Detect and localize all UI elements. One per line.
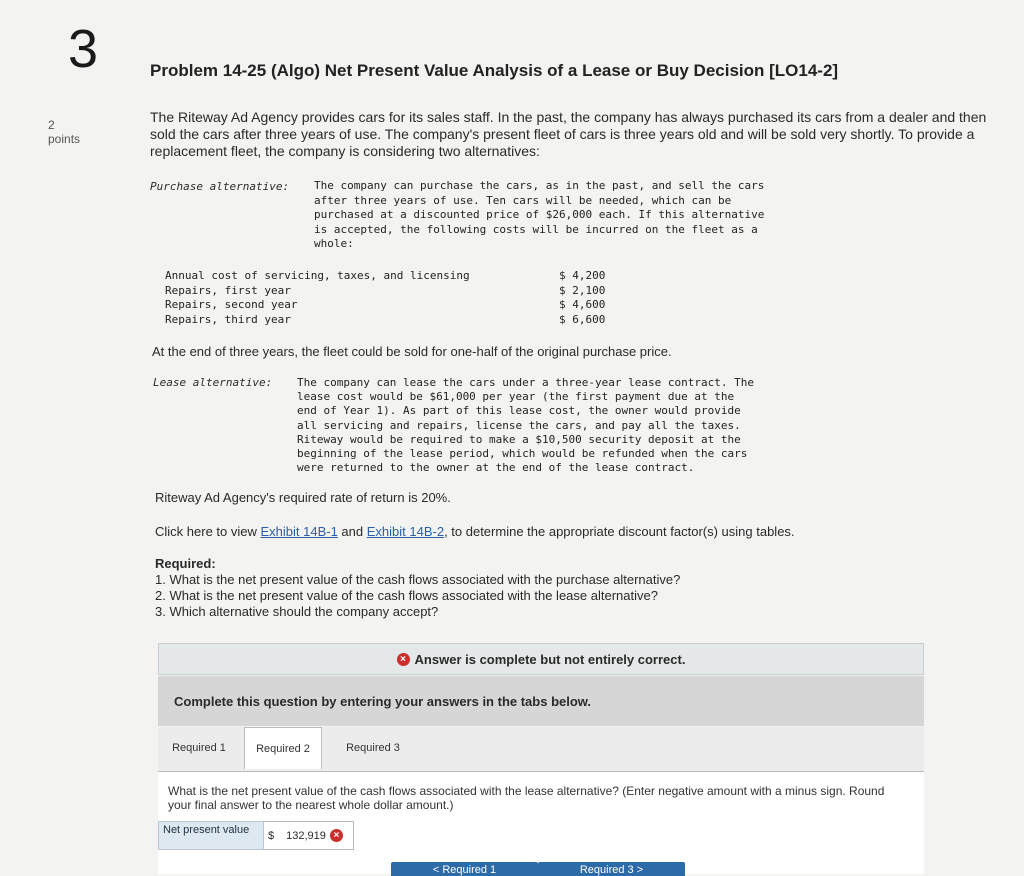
- currency-symbol: $: [268, 829, 275, 842]
- exhibit-text: [155, 524, 795, 540]
- tab-bar: [158, 727, 924, 771]
- npv-value: 132,919: [286, 829, 326, 842]
- resale-note: At the end of three years, the fleet could be sold for one-half of the original purchase price.: [152, 344, 672, 359]
- cost-value: $ 2,100: [559, 283, 606, 297]
- points-value: 2: [48, 118, 55, 132]
- incorrect-icon: ×: [397, 653, 410, 666]
- question-text: What is the net present value of the cash flows associated with the lease alternative? (Enter negative amount with a minus sign. Round your final answer to the nearest whole dollar amount.): [168, 784, 885, 812]
- tab-required-1[interactable]: Required 1: [172, 742, 226, 754]
- tab-required-3[interactable]: Required 3: [346, 742, 400, 754]
- answer-table: [158, 821, 354, 850]
- answer-status-text: Answer is complete but not entirely correct.: [414, 651, 686, 667]
- cost-value: $ 4,200: [559, 269, 606, 282]
- points-indicator: [48, 118, 80, 146]
- lease-alternative-text: The company can lease the cars under a three-year lease contract. The lease cost would be $61,000 per year (the first payment due at the end of Year 1). As part of this lease cost, the owner would provide all servicing and repairs, license the cars, and pay all the taxes. Riteway would be required to make a $10,500 security deposit at the beginning of the lease period, which would be refunded when the cars were returned to the owner at the end of the lease contract.: [297, 376, 754, 475]
- question-number: 3: [68, 19, 99, 79]
- required-item: 1. What is the net present value of the cash flows associated with the purchase alternative?: [155, 572, 681, 587]
- required-item: 3. Which alternative should the company accept?: [155, 604, 439, 619]
- cost-label: Repairs, third year: [165, 312, 291, 326]
- points-label: points: [48, 132, 81, 146]
- next-required-button[interactable]: Required 3 >: [538, 862, 685, 876]
- exhibit-suffix: , to determine the appropriate discount factor(s) using tables.: [444, 524, 795, 539]
- tab-panel: [158, 771, 924, 874]
- exhibit-14b-2-link[interactable]: Exhibit 14B-2: [366, 524, 445, 539]
- prev-required-button[interactable]: < Required 1: [391, 862, 538, 876]
- required-heading: Required:: [155, 556, 216, 571]
- required-list: [155, 556, 680, 620]
- cost-label: Repairs, second year: [165, 298, 298, 311]
- cost-label: Repairs, first year: [165, 283, 291, 297]
- tab-required-2[interactable]: Required 2: [244, 727, 322, 769]
- required-rate-text: Riteway Ad Agency's required rate of return is 20%.: [155, 490, 451, 505]
- answer-status-bar: [158, 643, 924, 675]
- problem-intro: The Riteway Ad Agency provides cars for its sales staff. In the past, the company has always purchased its cars from a dealer and then sold the cars after three years of use. The company's present fleet of cars is three years old and will be sold very shortly. To provide a replacement fleet, the company is considering two alternatives:: [150, 109, 987, 159]
- purchase-alternative-label: Purchase alternative:: [150, 180, 290, 193]
- answer-label: Net present value: [158, 821, 264, 850]
- exhibit-prefix: Click here to view: [155, 524, 261, 539]
- cost-value: $ 6,600: [559, 312, 606, 326]
- exhibit-middle: and: [337, 524, 367, 539]
- cost-label: Annual cost of servicing, taxes, and licensing: [165, 269, 470, 282]
- npv-input[interactable]: [264, 821, 354, 850]
- exhibit-14b-1-link[interactable]: Exhibit 14B-1: [260, 524, 338, 539]
- incorrect-icon: ×: [330, 829, 343, 842]
- problem-title: Problem 14-25 (Algo) Net Present Value Analysis of a Lease or Buy Decision [LO14-2]: [150, 61, 839, 80]
- cost-value: $ 4,600: [559, 298, 606, 311]
- required-item: 2. What is the net present value of the cash flows associated with the lease alternative?: [155, 588, 658, 603]
- instructions-bar: [158, 676, 924, 726]
- instructions-text: Complete this question by entering your answers in the tabs below.: [174, 693, 592, 709]
- lease-alternative-label: Lease alternative:: [153, 376, 273, 389]
- purchase-alternative-text: The company can purchase the cars, as in the past, and sell the cars after three years of use. Ten cars will be needed, which can be purchased at a discounted price of $26,000 each. If this alternative is accepted, the following costs will be incurred on the fleet as a whole:: [314, 179, 765, 250]
